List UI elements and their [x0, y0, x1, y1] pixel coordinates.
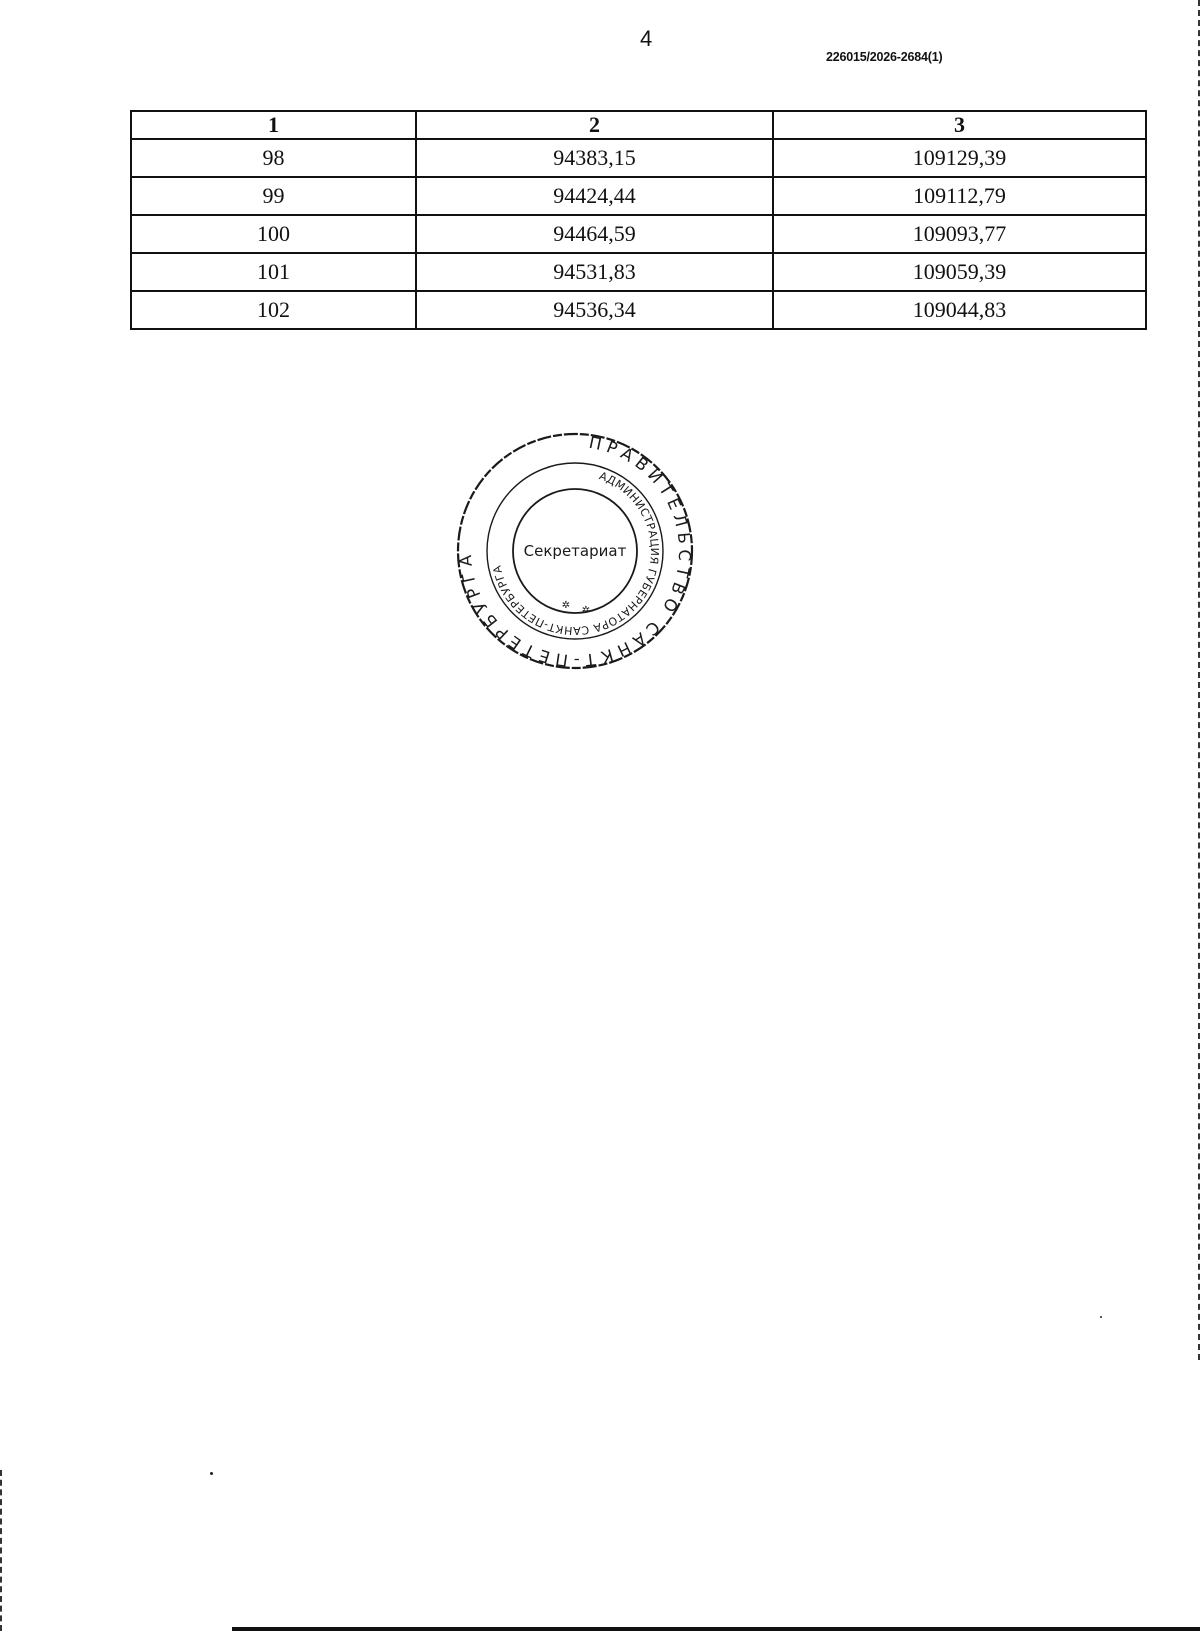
document-id: 226015/2026-2684(1) — [826, 50, 943, 64]
point-number-cell: 100 — [131, 215, 416, 253]
x-coordinate-cell: 94424,44 — [416, 177, 773, 215]
scan-bottom-edge — [232, 1627, 1200, 1631]
column-header: 1 — [131, 111, 416, 139]
scan-edge-artifact — [1196, 0, 1200, 1360]
point-number-cell: 102 — [131, 291, 416, 329]
point-number-cell: 101 — [131, 253, 416, 291]
seal-star-icon: ✲ — [561, 600, 571, 611]
x-coordinate-cell: 94536,34 — [416, 291, 773, 329]
column-header: 3 — [773, 111, 1146, 139]
y-coordinate-cell: 109059,39 — [773, 253, 1146, 291]
scan-edge-artifact — [0, 1470, 4, 1631]
table-row — [131, 215, 1146, 253]
seal-outer-text: ПРАВИТЕЛЬСТВО САНКТ-ПЕТЕРБУРГА — [456, 432, 694, 670]
page-number: 4 — [640, 26, 653, 51]
point-number-cell: 99 — [131, 177, 416, 215]
table-header-row — [131, 111, 1146, 139]
seal-star-icon: ✲ — [581, 605, 591, 616]
official-seal-stamp — [456, 432, 694, 670]
table-row — [131, 177, 1146, 215]
table-row — [131, 291, 1146, 329]
x-coordinate-cell: 94464,59 — [416, 215, 773, 253]
scan-speck — [210, 1472, 213, 1475]
y-coordinate-cell: 109044,83 — [773, 291, 1146, 329]
coordinates-table — [130, 110, 1147, 330]
point-number-cell: 98 — [131, 139, 416, 177]
seal-center-text: Секретариат — [523, 542, 627, 560]
table-row — [131, 139, 1146, 177]
scan-speck — [1100, 1316, 1102, 1318]
x-coordinate-cell: 94383,15 — [416, 139, 773, 177]
y-coordinate-cell: 109112,79 — [773, 177, 1146, 215]
seal-inner-text: АДМИНИСТРАЦИЯ ГУБЕРНАТОРА САНКТ-ПЕТЕРБУРГА — [490, 469, 662, 638]
y-coordinate-cell: 109093,77 — [773, 215, 1146, 253]
x-coordinate-cell: 94531,83 — [416, 253, 773, 291]
table-row — [131, 253, 1146, 291]
column-header: 2 — [416, 111, 773, 139]
y-coordinate-cell: 109129,39 — [773, 139, 1146, 177]
